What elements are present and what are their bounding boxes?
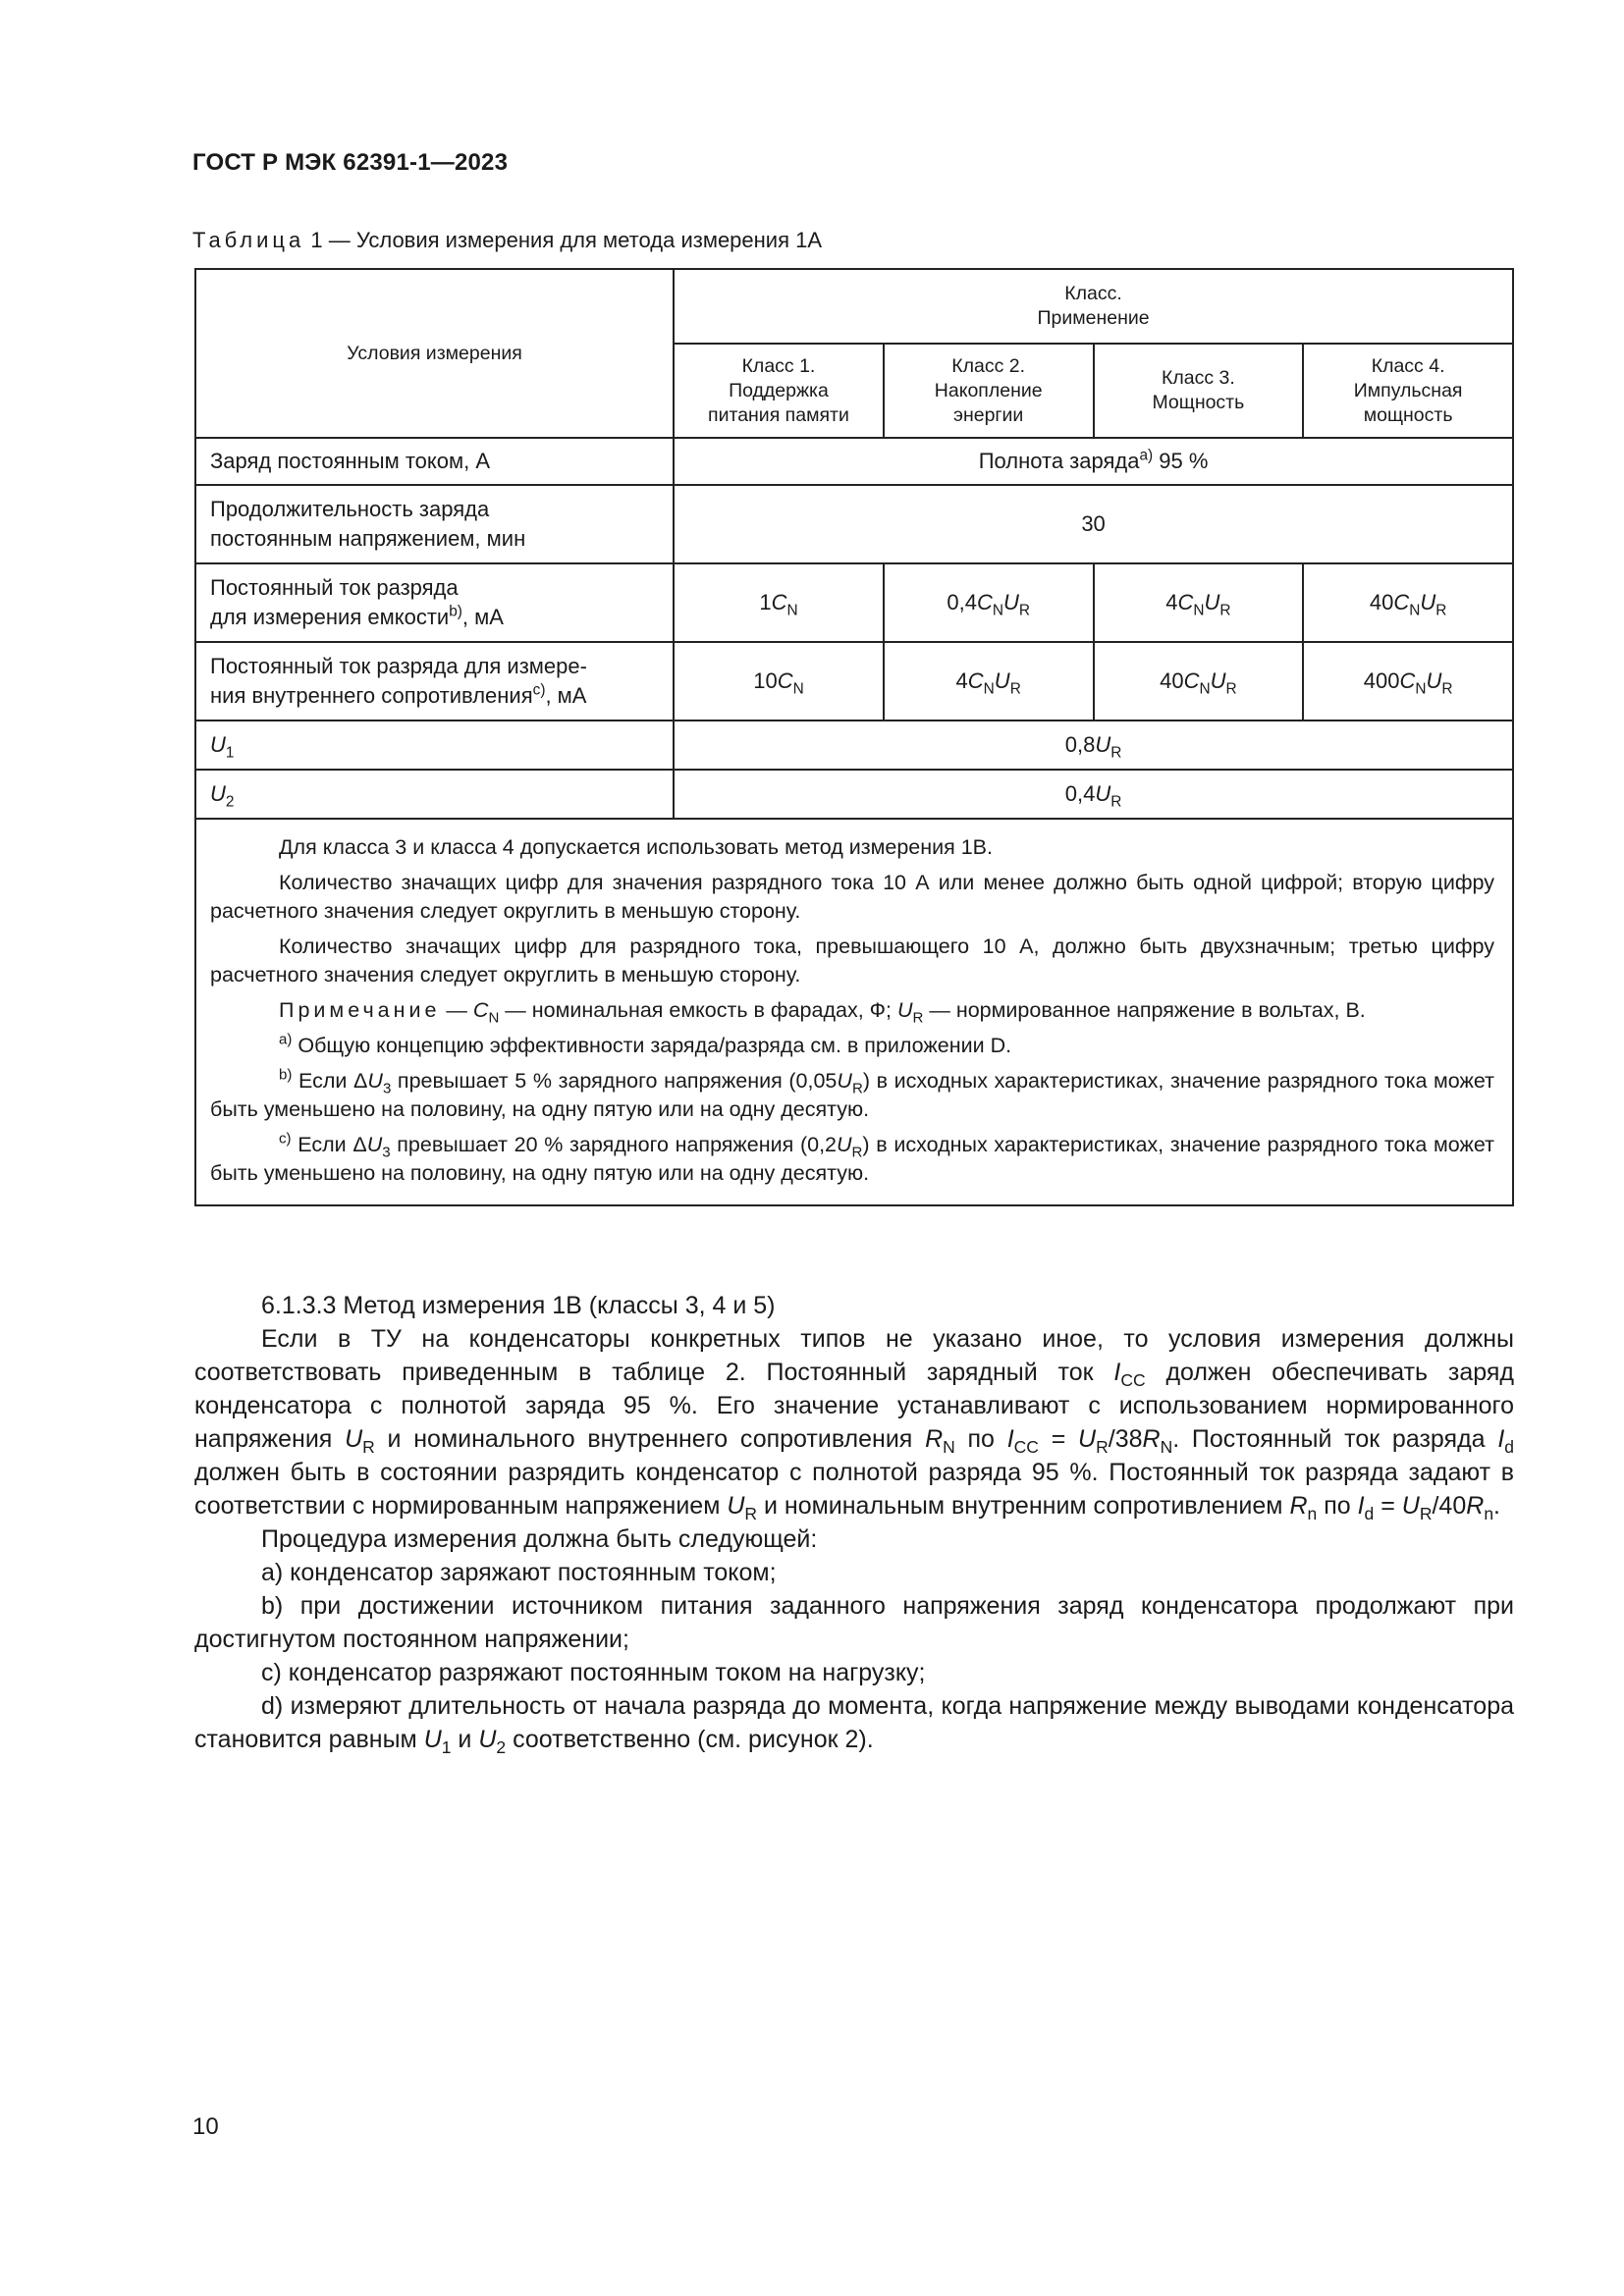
- class-4-line-2: Импульсная: [1353, 379, 1463, 401]
- subscript: R: [851, 1080, 863, 1097]
- section-body: [194, 1289, 1514, 1756]
- charge-current-value: [674, 438, 1513, 485]
- symbol: U: [994, 668, 1010, 693]
- table-caption: [192, 228, 822, 253]
- cap-current-class-2: [884, 563, 1094, 642]
- footnote-text: превышает 20 % зарядного напряжения (0,2: [390, 1133, 838, 1156]
- footnote-mark: а): [279, 1031, 293, 1048]
- symbol: U: [896, 998, 913, 1022]
- footnote-ref-c: c): [532, 681, 546, 699]
- charge-value-percent: 95 %: [1153, 449, 1209, 473]
- column-header-class-2: [884, 344, 1094, 438]
- cap-current-class-3: [1094, 563, 1304, 642]
- column-header-class: [674, 269, 1513, 344]
- footnote-ref-a: а): [1139, 447, 1154, 464]
- procedure-item-a: a) конденсатор заряжают постоянным током;: [261, 1559, 777, 1586]
- symbol: R: [1289, 1492, 1308, 1520]
- symbol: U: [727, 1492, 745, 1520]
- subscript: R: [362, 1437, 375, 1458]
- res-label-unit: , мА: [545, 683, 587, 708]
- footnote-text: ) в исходных характеристиках, значение разрядного тока может быть уменьшено на половину, на одну пятую или на одну десятую.: [210, 1133, 1494, 1185]
- symbol: U: [1420, 590, 1436, 614]
- paragraph-text: соответственно (см. рисунок 2).: [506, 1726, 874, 1753]
- symbol: U: [837, 1069, 852, 1093]
- symbol: U: [1426, 668, 1442, 693]
- class-1-line-3: питания памяти: [708, 403, 849, 426]
- subscript: N: [1199, 680, 1211, 698]
- subscript: d: [1504, 1437, 1514, 1458]
- class-header-line-2: Применение: [1037, 307, 1150, 329]
- note-3: Количество значащих цифр для разрядного тока, превышающего 10 А, должно быть двухзначным; третью цифру расчетного значения следует округлить в меньшую сторону.: [210, 934, 1494, 987]
- class-3-line-2: Мощность: [1152, 392, 1245, 413]
- subscript: N: [943, 1437, 955, 1458]
- row-label-resistance-current: [195, 642, 674, 721]
- footnote-mark: c): [279, 1130, 292, 1148]
- footnote-c: [210, 1131, 1494, 1188]
- table-caption-title: 1 — Условия измерения для метода измерения 1А: [310, 228, 823, 252]
- table-notes: [195, 819, 1513, 1205]
- document-header: ГОСТ Р МЭК 62391-1—2023: [192, 149, 509, 176]
- measurement-conditions-table: [194, 268, 1514, 1206]
- coef: 40: [1369, 590, 1394, 614]
- page-number: 10: [192, 2113, 219, 2140]
- footnote-text: ) в исходных характеристиках, значение разрядного тока может быть уменьшено на половину, на одну пятую или на одну десятую.: [210, 1069, 1494, 1121]
- paragraph-text: Если в ТУ на конденсаторы конкретных типов не указано иное, то условия измерения должны соответствовать приведенным в таблице 2. Постоянный зарядный ток: [194, 1325, 1514, 1386]
- subscript: 3: [382, 1080, 392, 1097]
- subscript: d: [1364, 1504, 1375, 1524]
- subscript: R: [744, 1504, 758, 1524]
- cap-label-line-1: Постоянный ток разряда: [210, 575, 459, 600]
- subscript: N: [488, 1009, 500, 1027]
- class-header-line-1: Класс.: [1064, 283, 1122, 304]
- res-current-class-1: [674, 642, 884, 721]
- symbol: C: [976, 590, 993, 614]
- row-label-u2: [195, 770, 674, 819]
- paragraph-text: /38: [1108, 1425, 1143, 1453]
- subscript: N: [786, 602, 798, 619]
- coef: 0,4: [947, 590, 977, 614]
- cap-label-line-2: [210, 603, 659, 632]
- subscript: R: [1419, 1504, 1433, 1524]
- paragraph-text: d) измеряют длительность от начала разряда до момента, когда напряжение между выводами конденсатора становится равным: [194, 1692, 1514, 1753]
- subscript: N: [1193, 602, 1205, 619]
- subscript: R: [1018, 602, 1030, 619]
- class-4-line-1: Класс 4.: [1371, 354, 1445, 377]
- subscript: CC: [1013, 1437, 1039, 1458]
- symbol: U: [345, 1425, 363, 1453]
- symbol: U: [367, 1069, 383, 1093]
- note-text: — номинальная емкость в фарадах, Ф;: [499, 998, 897, 1022]
- footnote-text: Если: [292, 1069, 354, 1093]
- symbol: C: [967, 668, 984, 693]
- equals: =: [1374, 1492, 1402, 1520]
- symbol: I: [1113, 1359, 1121, 1386]
- procedure-intro: Процедура измерения должна быть следующей:: [261, 1525, 818, 1553]
- row-label-u1: [195, 721, 674, 770]
- subscript: R: [1225, 680, 1237, 698]
- paragraph-text: по: [1317, 1492, 1358, 1520]
- note-word: Примечание: [279, 998, 441, 1022]
- subscript: N: [983, 680, 995, 698]
- subscript: CC: [1120, 1370, 1146, 1391]
- paragraph-text: и номинальным внутренним сопротивлением: [757, 1492, 1290, 1520]
- subscript: 1: [441, 1737, 452, 1758]
- duration-label-line-1: Продолжительность заряда: [210, 497, 490, 521]
- procedure-item-b: b) при достижении источником питания заданного напряжения заряд конденсатора продолжают при достигнутом постоянном напряжении;: [194, 1592, 1514, 1653]
- res-current-class-4: [1303, 642, 1513, 721]
- procedure-item-c: c) конденсатор разряжают постоянным током на нагрузку;: [261, 1659, 926, 1686]
- footnote-text: Если: [291, 1133, 353, 1156]
- subscript: R: [1110, 744, 1122, 762]
- symbol: R: [1142, 1425, 1161, 1453]
- note-2: Количество значащих цифр для значения разрядного тока 10 А или менее должно быть одной цифрой; вторую цифру расчетного значения следует округлить в меньшую сторону.: [210, 871, 1494, 923]
- note-text: — нормированное напряжение в вольтах, В.: [923, 998, 1366, 1022]
- symbol: C: [1399, 668, 1416, 693]
- subscript: 2: [225, 793, 235, 811]
- symbol: U: [1002, 590, 1019, 614]
- symbol: C: [472, 998, 489, 1022]
- coef: 40: [1160, 668, 1184, 693]
- column-header-class-4: [1303, 344, 1513, 438]
- paragraph-text: должен обеспечивать заряд конденсатора с полнотой заряда 95 %. Его значение устанавливают с использованием нормированного напряжения: [194, 1359, 1514, 1453]
- column-header-conditions: Условия измерения: [195, 269, 674, 438]
- subscript: N: [1415, 680, 1427, 698]
- symbol: U: [478, 1726, 497, 1753]
- subscript: 3: [382, 1144, 391, 1161]
- subscript: N: [1160, 1437, 1173, 1458]
- subscript: n: [1307, 1504, 1318, 1524]
- section-heading: 6.1.3.3 Метод измерения 1В (классы 3, 4 и 5): [261, 1292, 776, 1319]
- subscript: R: [1110, 793, 1122, 811]
- subscript: R: [1441, 680, 1453, 698]
- coef: 400: [1363, 668, 1400, 693]
- cap-current-class-4: [1303, 563, 1513, 642]
- symbol: U: [210, 732, 226, 757]
- class-1-line-2: Поддержка: [729, 379, 829, 401]
- charge-value-text: Полнота заряда: [978, 449, 1140, 473]
- footnote-text: Общую концепцию эффективности заряда/разряда см. в приложении D.: [292, 1034, 1012, 1057]
- delta-symbol: Δ: [352, 1133, 367, 1156]
- symbol: C: [777, 668, 793, 693]
- subscript: R: [851, 1144, 863, 1161]
- row-label-charge-current: Заряд постоянным током, А: [195, 438, 674, 485]
- duration-label-line-2: постоянным напряжением, мин: [210, 526, 526, 551]
- subscript: N: [792, 680, 804, 698]
- subscript: R: [1435, 602, 1447, 619]
- coef: 10: [753, 668, 778, 693]
- subscript: R: [1009, 680, 1021, 698]
- procedure-item-d: [194, 1689, 1514, 1756]
- class-4-line-3: мощность: [1363, 403, 1453, 426]
- class-2-line-2: Накопление: [934, 379, 1043, 401]
- class-3-line-1: Класс 3.: [1162, 367, 1235, 389]
- symbol: U: [1210, 668, 1226, 693]
- cap-label-text: для измерения емкости: [210, 605, 450, 629]
- u1-value: [674, 721, 1513, 770]
- coef: 0,8: [1064, 732, 1096, 757]
- paragraph-text: должен быть в состоянии разрядить конденсатор с полнотой разряда 95 %. Постоянный ток разряда задают в соответствии с нормированным напряжением: [194, 1459, 1514, 1520]
- symbol: C: [771, 590, 787, 614]
- class-2-line-3: энергии: [953, 403, 1024, 426]
- symbol: R: [925, 1425, 944, 1453]
- charge-duration-value: 30: [674, 485, 1513, 563]
- footnote-ref-b: b): [449, 603, 462, 620]
- res-label-line-2: [210, 681, 659, 711]
- symbol: U: [423, 1726, 442, 1753]
- cap-current-class-1: [674, 563, 884, 642]
- cap-label-unit: , мА: [461, 605, 504, 629]
- paragraph-text: . Постоянный ток разряда: [1172, 1425, 1498, 1453]
- subscript: R: [1219, 602, 1231, 619]
- column-header-class-3: [1094, 344, 1304, 438]
- res-current-class-3: [1094, 642, 1304, 721]
- symbol: C: [1393, 590, 1410, 614]
- res-current-class-2: [884, 642, 1094, 721]
- subscript: 1: [225, 744, 235, 762]
- subscript: 2: [496, 1737, 507, 1758]
- note-1: Для класса 3 и класса 4 допускается использовать метод измерения 1В.: [279, 835, 994, 859]
- note-remark: Примечание — $C_N$ — номинальная емкость в фарадах, Ф; $U_R$ — нормированное напряжение в вольтах, В.: [279, 998, 1366, 1027]
- subscript: N: [992, 602, 1003, 619]
- equals: =: [1038, 1425, 1079, 1453]
- table-caption-word: Таблица: [192, 228, 305, 252]
- row-label-capacitance-current: [195, 563, 674, 642]
- delta-symbol: Δ: [353, 1069, 368, 1093]
- section-paragraph-1: Если в ТУ на конденсаторы конкретных типов не указано иное, то условия измерения должны соответствовать приведенным в таблице 2. Постоянный зарядный ток $I_{CC}$ должен обеспечивать заряд конденсатора с полнотой заряда 95 %. Его значение устанавливают с использованием нормированного напряжения $U_R$ и номинального внутреннего сопротивления $R_N$ по $I_{CC} = U_R/38R_N$. Постоянный ток разряда $I_d$ должен быть в состоянии разрядить конденсатор с полнотой разряда 95 %. Постоянный ток разряда задают в соответствии с нормированным напряжением $U_R$ и номинальным внутренним сопротивлением $R_n$ по $I_d = U_R/40R_n$.: [194, 1325, 1514, 1524]
- paragraph-text: /40: [1432, 1492, 1467, 1520]
- footnote-text: превышает 5 % зарядного напряжения (0,05: [391, 1069, 838, 1093]
- res-label-text: ния внутреннего сопротивления: [210, 683, 533, 708]
- subscript: n: [1484, 1504, 1494, 1524]
- subscript: N: [1409, 602, 1421, 619]
- subscript: R: [1096, 1437, 1109, 1458]
- symbol: I: [1006, 1425, 1014, 1453]
- class-2-line-1: Класс 2.: [951, 354, 1026, 377]
- symbol: C: [1177, 590, 1194, 614]
- footnote-mark: b): [279, 1066, 293, 1084]
- symbol: U: [837, 1133, 852, 1156]
- symbol: I: [1497, 1425, 1505, 1453]
- u2-value: [674, 770, 1513, 819]
- paragraph-text: и: [451, 1726, 479, 1753]
- coef: 4: [1165, 590, 1178, 614]
- symbol: U: [1095, 732, 1111, 757]
- footnote-a: [210, 1032, 1494, 1060]
- res-label-line-1: Постоянный ток разряда для измере-: [210, 654, 587, 678]
- symbol: U: [1095, 781, 1111, 806]
- symbol: I: [1357, 1492, 1365, 1520]
- symbol: U: [210, 781, 226, 806]
- symbol: U: [1204, 590, 1220, 614]
- subscript: R: [912, 1009, 924, 1027]
- coef: 1: [759, 590, 772, 614]
- paragraph-text: по: [954, 1425, 1007, 1453]
- row-label-charge-duration: [195, 485, 674, 563]
- class-1-line-1: Класс 1.: [741, 354, 816, 377]
- symbol: U: [1078, 1425, 1097, 1453]
- symbol: R: [1466, 1492, 1485, 1520]
- coef: 4: [955, 668, 968, 693]
- symbol: C: [1183, 668, 1200, 693]
- symbol: U: [366, 1133, 383, 1156]
- coef: 0,4: [1064, 781, 1096, 806]
- symbol: U: [1401, 1492, 1420, 1520]
- paragraph-text: и номинального внутреннего сопротивления: [374, 1425, 926, 1453]
- footnote-b: [210, 1067, 1494, 1124]
- column-header-class-1: [674, 344, 884, 438]
